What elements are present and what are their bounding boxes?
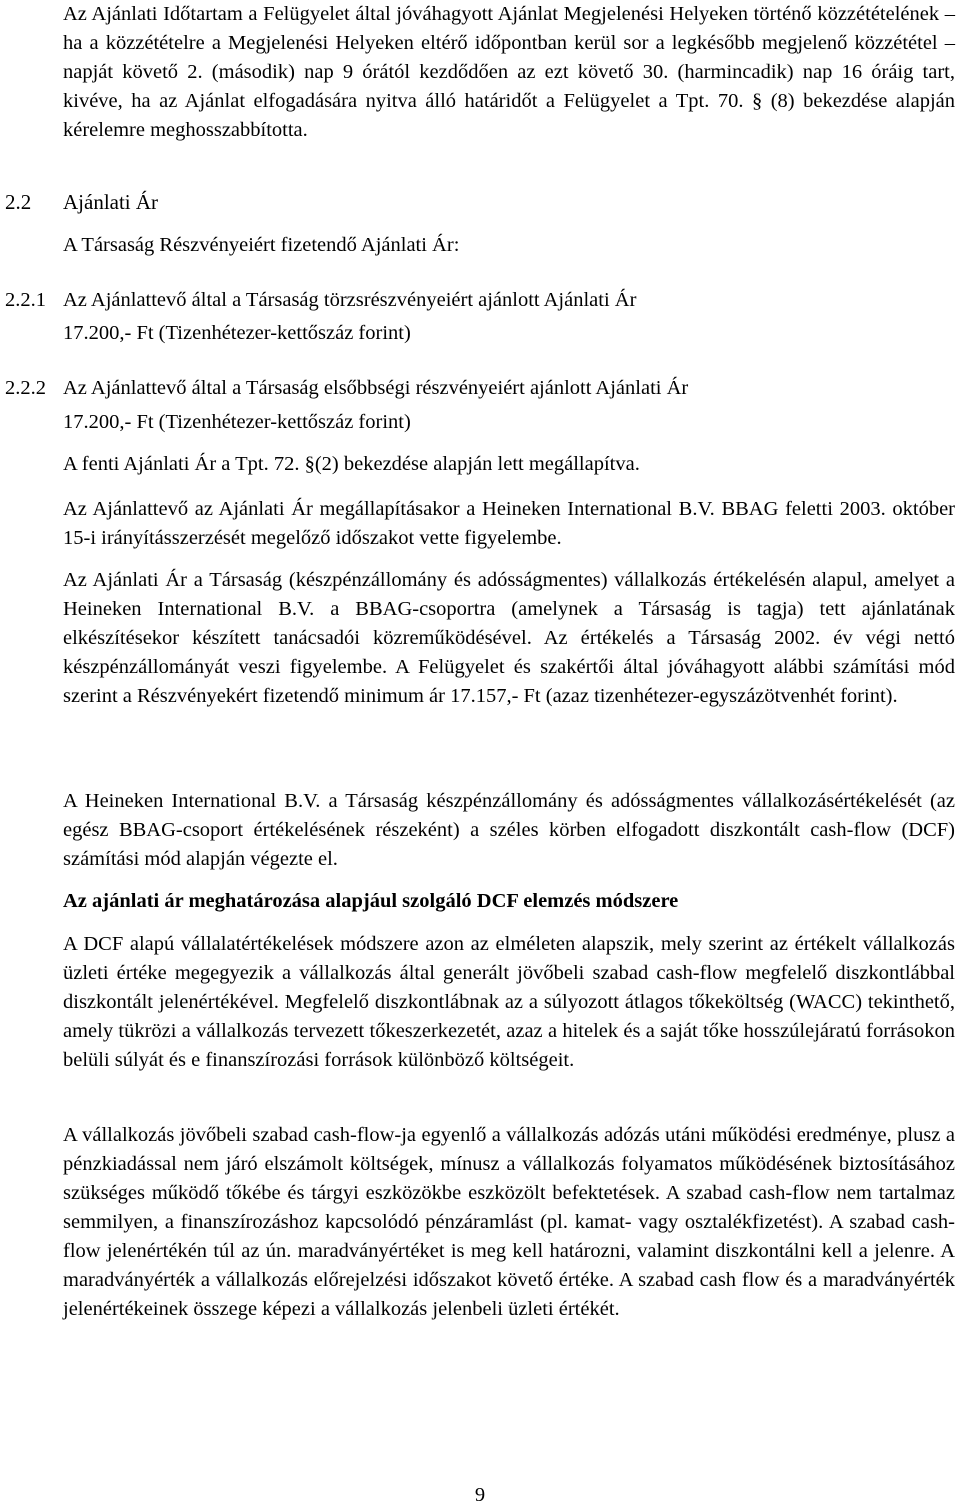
subsection-title: Az Ajánlattevő által a Társaság törzsrészvényeiért ajánlott Ajánlati Ár (63, 289, 637, 311)
paragraph-ajanlati-idotartam: Az Ajánlati Időtartam a Felügyelet által jóváhagyott Ajánlat Megjelenési Helyeken történő közzétételének – ha a közzétételre a Megjelenési Helyeken eltérő időpontban kerül sor a legkésőbb megjelenő közzététel – napját követő 2. (második) nap 9 órától kezdődően az ezt követő 30. (harmincadik) nap 16 óráig tart, kivéve, ha az Ajánlat elfogadására nyitva álló határidőt a Felügyelet a Tpt. 70. § (8) bekezdése alapján kérelemre meghosszabbította. (63, 3, 955, 141)
paragraph-heineken: A Heineken International B.V. a Társaság készpénzállomány és adósságmentes vállalkozásértékelését (az egész BBAG-csoport értékelésének részeként) a széles körben elfogadott diszkontált cash-flow (DCF) számítási mód alapján végezte el. (63, 790, 955, 870)
page-number: 9 (474, 1484, 486, 1506)
subsection-title: Az Ajánlattevő által a Társaság elsőbbségi részvényeiért ajánlott Ajánlati Ár (63, 377, 689, 399)
paragraph-free-cash-flow: A vállalkozás jövőbeli szabad cash-flow-ja egyenlő a vállalkozás adózás utáni működési eredménye, plusz a pénzkiadással nem járó elszámolt költségek, mínusz a vállalkozás folyamatos működésének biztosításához szükséges működő tőkébe és tárgyi eszközökbe eszközölt befektetések. A szabad cash-flow nem tartalmaz semmilyen, a finanszírozáshoz kapcsolódó pénzáramlást (pl. kamat- vagy osztalékfizetést). A szabad cash-flow jelenértékén túl az ún. maradványértéket is meg kell határozni, valamint diszkontálni kell a jelenre. A maradványérték a vállalkozás előrejelzési időszakot követő értéke. A szabad cash flow és a maradványérték jelenértékeinek összege képezi a vállalkozás jelenbeli üzleti értékét. (63, 1124, 955, 1320)
section-title: Ajánlati Ár (63, 190, 159, 214)
price-common-shares: 17.200,- Ft (Tizenhétezer-kettőszáz forint) (63, 322, 411, 344)
section-2-2-1 (5, 286, 955, 315)
paragraph-dcf-method: A DCF alapú vállalatértékelések módszere azon az elméleten alapszik, mely szerint az értékelt vállalkozás üzleti értéke megegyezik a vállalkozás által generált jövőbeli szabad cash-flow megfelelő diszkontlábbal diszkontált jelenértékével. Megfelelő diszkontlábnak az a súlyozott átlagos tőkeköltség (WACC) tekinthető, amely tükrözi a vállalkozás tervezett tőkeszerkezetét, azaz a hitelek és a saját tőke hosszúlejáratú forrásokon belüli súlyát és e finanszírozási források különböző költségeit. (63, 933, 955, 1071)
price-intro: A Társaság Részvényeiért fizetendő Ajánlati Ár: (63, 234, 460, 256)
section-2-2-2 (5, 374, 955, 403)
section-heading-2-2 (5, 188, 905, 217)
subsection-number: 2.2.2 (5, 377, 46, 399)
section-number: 2.2 (5, 190, 32, 214)
paragraph-ajanlattevo: Az Ajánlattevő az Ajánlati Ár megállapításakor a Heineken International B.V. BBAG feletti 2003. október 15-i irányításszerzését megelőző időszakot vette figyelembe. (63, 498, 955, 549)
subsection-number: 2.2.1 (5, 289, 46, 311)
paragraph-fenti: A fenti Ajánlati Ár a Tpt. 72. §(2) bekezdése alapján lett megállapítva. (63, 453, 640, 475)
heading-dcf: Az ajánlati ár meghatározása alapjául szolgáló DCF elemzés módszere (63, 890, 679, 912)
price-preferred-shares: 17.200,- Ft (Tizenhétezer-kettőszáz forint) (63, 411, 411, 433)
paragraph-ajanlati-ar: Az Ajánlati Ár a Társaság (készpénzállomány és adósságmentes) vállalkozás értékelésén alapul, amelyet a Heineken International B.V. a BBAG-csoportra (amelynek a Társaság is tagja) tett ajánlatának elkészítésekor készített tanácsadói közreműködésével. Az értékelés a Társaság 2002. év végi nettó készpénzállományát veszi figyelembe. A Felügyelet és szakértői által jóváhagyott alábbi számítási mód szerint a Részvényekért fizetendő minimum ár 17.157,- Ft (azaz tizenhétezer-egyszázötvenhét forint). (63, 569, 955, 707)
